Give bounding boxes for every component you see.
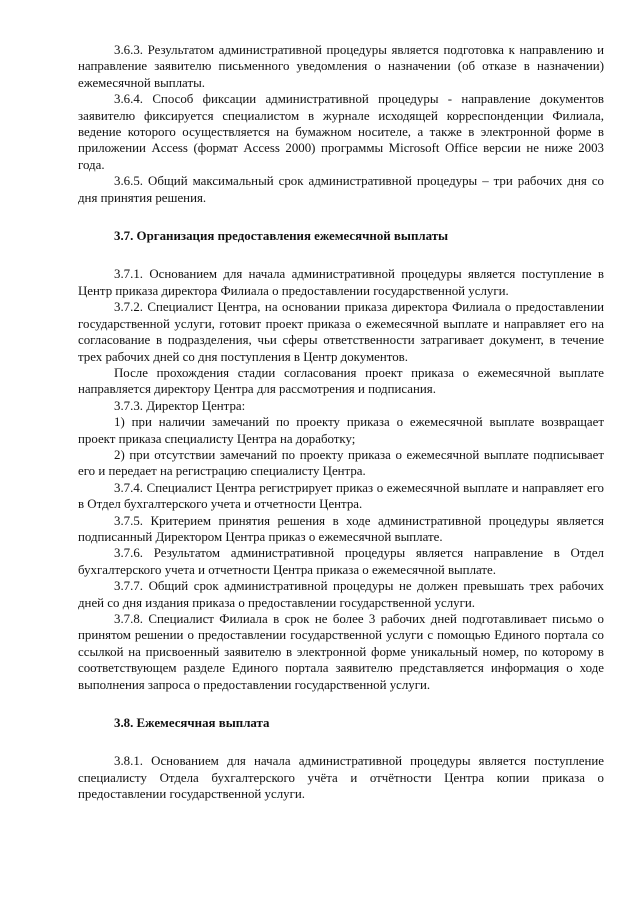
heading-3-7: 3.7. Организация предоставления ежемесячной выплаты	[114, 229, 449, 244]
paragraph-3-7-2: 3.7.2. Специалист Центра, на основании приказа директора Филиала о предоставлении государственной услуги, готовит проект приказа о ежемесячной выплате и направляет его на согласование в подразделения, чьи сферы ответственности затрагивает документ, в течение трех рабочих дней со дня поступления в Центр документов.	[78, 300, 604, 364]
heading-3-8: 3.8. Ежемесячная выплата	[114, 716, 270, 731]
paragraph-3-7-5: 3.7.5. Критерием принятия решения в ходе административной процедуры является подписанный Директором Центра приказ о ежемесячной выплате.	[78, 513, 604, 544]
paragraph-3-6-5: 3.6.5. Общий максимальный срок административной процедуры – три рабочих дня со дня принятия решения.	[78, 174, 604, 205]
paragraph-3-7-7: 3.7.7. Общий срок административной процедуры не должен превышать трех рабочих дней со дня издания приказа о предоставлении государственной услуги.	[78, 579, 604, 610]
paragraph-3-7-6: 3.7.6. Результатом административной процедуры является направление в Отдел бухгалтерского учета и отчетности Центра приказа о ежемесячной выплате.	[78, 546, 604, 577]
paragraph-3-7-3: 3.7.3. Директор Центра:	[114, 398, 246, 413]
paragraph-3-6-3: 3.6.3. Результатом административной процедуры является подготовка к направлению и направление заявителю письменного уведомления о назначении (об отказе в назначении) ежемесячной выплаты.	[78, 43, 604, 90]
paragraph-3-7-3-item-2: 2) при отсутствии замечаний по проекту приказа о ежемесячной выплате подписывает его и передает на регистрацию специалисту Центра.	[78, 447, 604, 479]
document-body	[78, 42, 604, 803]
paragraph-approval-stage: После прохождения стадии согласования проект приказа о ежемесячной выплате направляется директору Центра для рассмотрения и подписания.	[78, 365, 604, 397]
paragraph-3-8-1: 3.8.1. Основанием для начала административной процедуры является поступление специалисту Отдела бухгалтерского учёта и отчётности Центра копии приказа о предоставлении государственной услуги.	[78, 754, 604, 802]
paragraph-3-7-3-item-1: 1) при наличии замечаний по проекту приказа о ежемесячной выплате возвращает проект приказа специалисту Центра на доработку;	[78, 415, 604, 446]
paragraph-3-7-1: 3.7.1. Основанием для начала административной процедуры является поступление в Центр приказа директора Филиала о предоставлении государственной услуги.	[78, 267, 604, 298]
paragraph-3-7-4: 3.7.4. Специалист Центра регистрирует приказ о ежемесячной выплате и направляет его в Отдел бухгалтерского учета и отчетности Центра.	[78, 480, 604, 512]
paragraph-3-7-8: 3.7.8. Специалист Филиала в срок не более 3 рабочих дней подготавливает письмо о принятом решении о предоставлении государственной услуги с помощью Единого портала со ссылкой на присвоенный заявителю в электронной форме уникальный номер, по которому в соответствующем разделе Единого портала заявителю представляется информация о ходе выполнения запроса о предоставлении государственной услуги.	[78, 612, 604, 692]
paragraph-3-6-4: 3.6.4. Способ фиксации административной процедуры - направление документов заявителю фиксируется специалистом в журнале исходящей корреспонденции Филиала, ведение которого осуществляется на бумажном носителе, а также в электронной форме в приложении Access (формат Access 2000) программы Microsoft Office версии не ниже 2003 года.	[78, 92, 604, 172]
